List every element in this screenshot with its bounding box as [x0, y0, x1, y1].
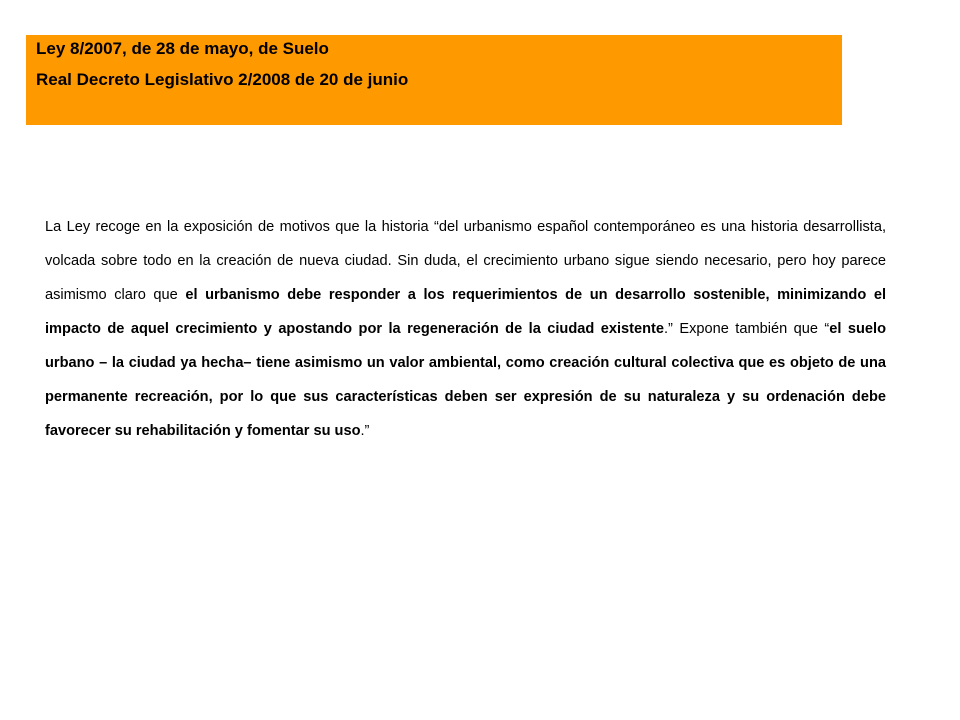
- paragraph-bold-2: el suelo urbano – la ciudad ya hecha– tiene asimismo un valor ambiental, como creación cultural colectiva que es objeto de una permanente recreación, por lo que sus características deben ser expresión de su naturaleza y su ordenación debe favorecer su rehabilitación y fomentar su uso: [45, 321, 887, 439]
- paragraph-text-1: La Ley recoge en la exposición de motivos que la historia “del urbanismo español contemporáneo es una historia desarrollista, volcada sobre todo en la creación de nueva ciudad. Sin duda, el crecimiento urbano sigue siendo necesario, pero hoy parece asimismo claro que: [45, 219, 886, 303]
- body-paragraph: [45, 210, 886, 448]
- decree-title: Real Decreto Legislativo 2/2008 de 20 de junio: [36, 70, 409, 89]
- paragraph-bold-1: el urbanismo debe responder a los requerimientos de un desarrollo sostenible, minimizando el impacto de aquel crecimiento y apostando por la regeneración de la ciudad existente: [45, 287, 886, 337]
- paragraph-text-2: .” Expone también que “: [663, 321, 830, 337]
- paragraph-text-3: .”: [360, 423, 370, 439]
- title-banner: [26, 35, 842, 125]
- law-title: Ley 8/2007, de 28 de mayo, de Suelo: [36, 39, 329, 58]
